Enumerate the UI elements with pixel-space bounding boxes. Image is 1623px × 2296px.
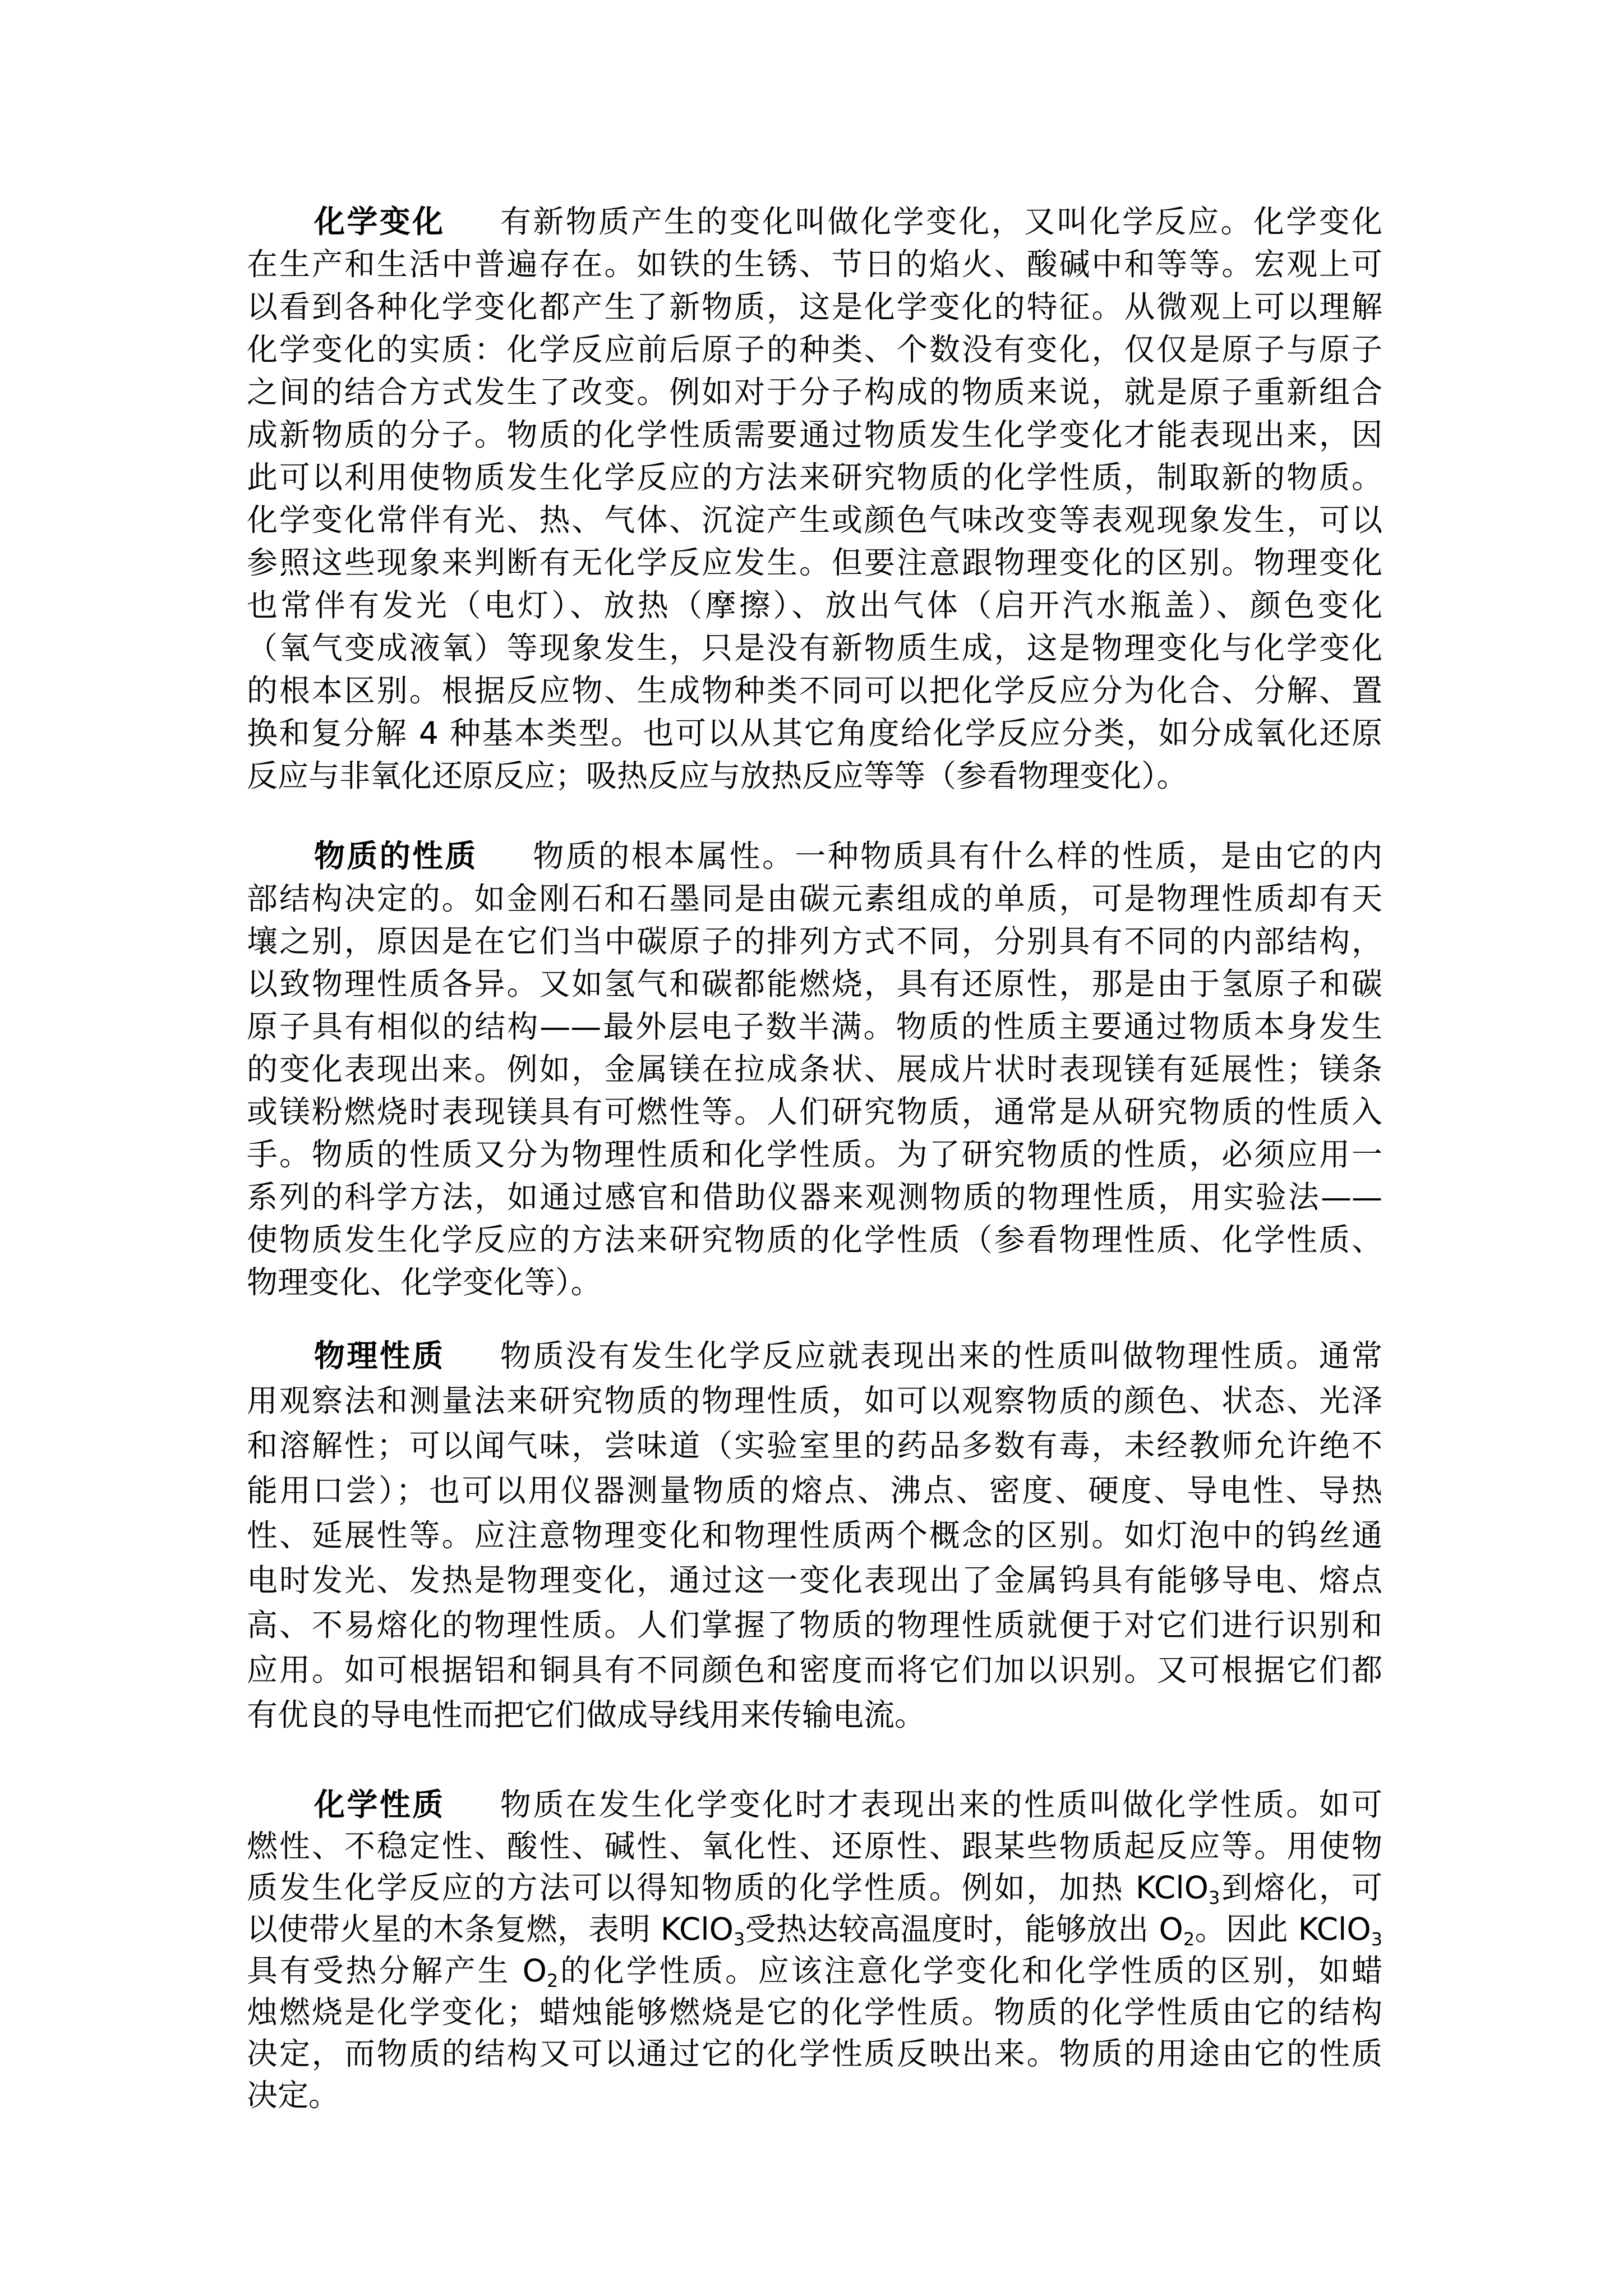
- text-run: 物质的根本属性。一种物质具有什么样的性质，是由它的内: [531, 838, 1382, 874]
- text-line: [247, 1378, 1382, 1423]
- text-run: 物质在发生化学变化时才表现出来的性质叫做化学性质。如可: [498, 1787, 1382, 1823]
- text-run: 有新物质产生的变化叫做化学变化，又叫化学反应。化学变化: [498, 204, 1382, 240]
- text-run: 有优良的导电性而把它们做成导线用来传输电流。: [247, 1697, 926, 1733]
- text-line: [247, 2074, 1382, 2116]
- text-run: 质发生化学反应的方法可以得知物质的化学性质。例如，加热 KClO: [247, 1870, 1209, 1906]
- text-run: 以看到各种化学变化都产生了新物质，这是化学变化的特征。从微观上可以理解: [247, 289, 1382, 325]
- text-run: 部结构决定的。如金刚石和石墨同是由碳元素组成的单质，可是物理性质却有天: [247, 881, 1382, 917]
- text-run: 以使带火星的木条复燃，表明 KClO: [247, 1911, 734, 1947]
- term-heading: 化学性质: [314, 1787, 445, 1823]
- text-run: 电时发光、发热是物理变化，通过这一变化表现出了金属钨具有能够导电、熔点: [247, 1562, 1382, 1598]
- text-line: [247, 1950, 1382, 1991]
- text-line: [247, 1784, 1382, 1825]
- text-line: [247, 1176, 1382, 1218]
- text-run: 系列的科学方法，如通过感官和借助仪器来观测物质的物理性质，用实验法——: [247, 1179, 1382, 1215]
- text-run: 使物质发生化学反应的方法来研究物质的化学性质（参看物理性质、化学性质、: [247, 1222, 1382, 1258]
- text-line: [247, 669, 1382, 712]
- text-run: 用观察法和测量法来研究物质的物理性质，如可以观察物质的颜色、状态、光泽: [247, 1383, 1382, 1419]
- text-run: 的根本区别。根据反应物、生成物种类不同可以把化学反应分为化合、分解、置: [247, 673, 1382, 708]
- text-line: [247, 1048, 1382, 1091]
- text-run: 以致物理性质各异。又如氢气和碳都能燃烧，具有还原性，那是由于氢原子和碳: [247, 966, 1382, 1002]
- text-line: [247, 2033, 1382, 2074]
- text-line: [247, 1468, 1382, 1513]
- term-heading: 化学变化: [314, 204, 445, 240]
- text-line: [247, 1908, 1382, 1950]
- subscript: 3: [1208, 1887, 1220, 1908]
- subscript: 2: [546, 1970, 559, 1991]
- text-line: [247, 1692, 1382, 1737]
- text-line: [247, 1603, 1382, 1648]
- text-run: 之间的结合方式发生了改变。例如对于分子构成的物质来说，就是原子重新组合: [247, 374, 1382, 410]
- text-run: 决定。: [247, 2077, 340, 2113]
- text-line: [247, 499, 1382, 541]
- text-line: [247, 1825, 1382, 1867]
- text-run: 具有受热分解产生 O: [247, 1953, 547, 1989]
- text-run: 化学变化常伴有光、热、气体、沉淀产生或颜色气味改变等表观现象发生，可以: [247, 502, 1382, 538]
- text-run: 也常伴有发光（电灯）、放热（摩擦）、放出气体（启开汽水瓶盖）、颜色变化: [247, 587, 1382, 623]
- text-run: 应用。如可根据铝和铜具有不同颜色和密度而将它们加以识别。又可根据它们都: [247, 1652, 1382, 1688]
- text-run: （氧气变成液氧）等现象发生，只是没有新物质生成，这是物理变化与化学变化: [247, 630, 1382, 666]
- text-line: [247, 243, 1382, 286]
- text-run: 性、延展性等。应注意物理变化和物理性质两个概念的区别。如灯泡中的钨丝通: [247, 1517, 1382, 1553]
- text-run: 决定，而物质的结构又可以通过它的化学性质反映出来。物质的用途由它的性质: [247, 2036, 1382, 2072]
- text-run: 的变化表现出来。例如，金属镁在拉成条状、展成片状时表现镁有延展性；镁条: [247, 1051, 1382, 1087]
- term-heading: 物质的性质: [314, 838, 478, 874]
- text-run: 能用口尝）；也可以用仪器测量物质的熔点、沸点、密度、硬度、导电性、导热: [247, 1473, 1382, 1508]
- text-run: 。因此 KClO: [1195, 1911, 1371, 1947]
- text-line: [247, 1648, 1382, 1692]
- text-run: 参照这些现象来判断有无化学反应发生。但要注意跟物理变化的区别。物理变化: [247, 545, 1382, 581]
- text-run: 受热达较高温度时，能够放出 O: [745, 1911, 1183, 1947]
- text-line: [247, 754, 1382, 797]
- text-line: [247, 1558, 1382, 1603]
- text-line: [247, 541, 1382, 584]
- text-run: 物质没有发生化学反应就表现出来的性质叫做物理性质。通常: [498, 1338, 1382, 1374]
- text-run: 或镁粉燃烧时表现镁具有可燃性等。人们研究物质，通常是从研究物质的性质入: [247, 1094, 1382, 1130]
- text-line: [247, 835, 1382, 877]
- text-line: [247, 920, 1382, 963]
- text-line: [247, 1091, 1382, 1133]
- text-run: 手。物质的性质又分为物理性质和化学性质。为了研究物质的性质，必须应用一: [247, 1137, 1382, 1172]
- text-line: [247, 584, 1382, 627]
- text-run: 燃性、不稳定性、酸性、碱性、氧化性、还原性、跟某些物质起反应等。用使物: [247, 1828, 1382, 1864]
- text-run: 高、不易熔化的物理性质。人们掌握了物质的物理性质就便于对它们进行识别和: [247, 1607, 1382, 1643]
- text-line: [247, 328, 1382, 371]
- text-run: 原子具有相似的结构——最外层电子数半满。物质的性质主要通过物质本身发生: [247, 1009, 1382, 1045]
- subscript: 3: [1371, 1929, 1382, 1950]
- text-line: [247, 1333, 1382, 1378]
- text-line: [247, 456, 1382, 499]
- text-line: [247, 200, 1382, 243]
- paragraph: [247, 1333, 1382, 1737]
- text-run: 壤之别，原因是在它们当中碳原子的排列方式不同，分别具有不同的内部结构，: [247, 923, 1382, 959]
- text-line: [247, 1513, 1382, 1558]
- term-heading: 物理性质: [314, 1338, 445, 1374]
- text-run: 和溶解性；可以闻气味，尝味道（实验室里的药品多数有毒，未经教师允许绝不: [247, 1428, 1382, 1464]
- text-line: [247, 877, 1382, 920]
- text-run: 成新物质的分子。物质的化学性质需要通过物质发生化学变化才能表现出来，因: [247, 417, 1382, 453]
- text-line: [247, 413, 1382, 456]
- text-run: 的化学性质。应该注意化学变化和化学性质的区别，如蜡: [558, 1953, 1382, 1989]
- paragraph: [247, 1784, 1382, 2116]
- text-run: 化学变化的实质：化学反应前后原子的种类、个数没有变化，仅仅是原子与原子: [247, 332, 1382, 367]
- text-line: [247, 1218, 1382, 1261]
- subscript: 3: [733, 1929, 745, 1950]
- text-line: [247, 963, 1382, 1005]
- text-run: 烛燃烧是化学变化；蜡烛能够燃烧是它的化学性质。物质的化学性质由它的结构: [247, 1994, 1382, 2030]
- subscript: 2: [1183, 1929, 1195, 1950]
- text-line: [247, 286, 1382, 328]
- text-line: [247, 627, 1382, 669]
- text-run: 到熔化，可: [1220, 1870, 1382, 1906]
- text-run: 反应与非氧化还原反应；吸热反应与放热反应等等（参看物理变化）。: [247, 758, 1188, 794]
- text-run: 换和复分解 4 种基本类型。也可以从其它角度给化学反应分类，如分成氧化还原: [247, 715, 1382, 751]
- text-line: [247, 1867, 1382, 1908]
- text-run: 在生产和生活中普遍存在。如铁的生锈、节日的焰火、酸碱中和等等。宏观上可: [247, 246, 1382, 282]
- text-line: [247, 1133, 1382, 1176]
- text-line: [247, 712, 1382, 754]
- text-line: [247, 1005, 1382, 1048]
- paragraph: [247, 835, 1382, 1304]
- text-run: 物理变化、化学变化等）。: [247, 1264, 602, 1300]
- text-run: 此可以利用使物质发生化学反应的方法来研究物质的化学性质，制取新的物质。: [247, 459, 1382, 495]
- text-line: [247, 1423, 1382, 1468]
- text-line: [247, 1991, 1382, 2033]
- text-line: [247, 1261, 1382, 1304]
- text-line: [247, 371, 1382, 413]
- paragraph: [247, 200, 1382, 797]
